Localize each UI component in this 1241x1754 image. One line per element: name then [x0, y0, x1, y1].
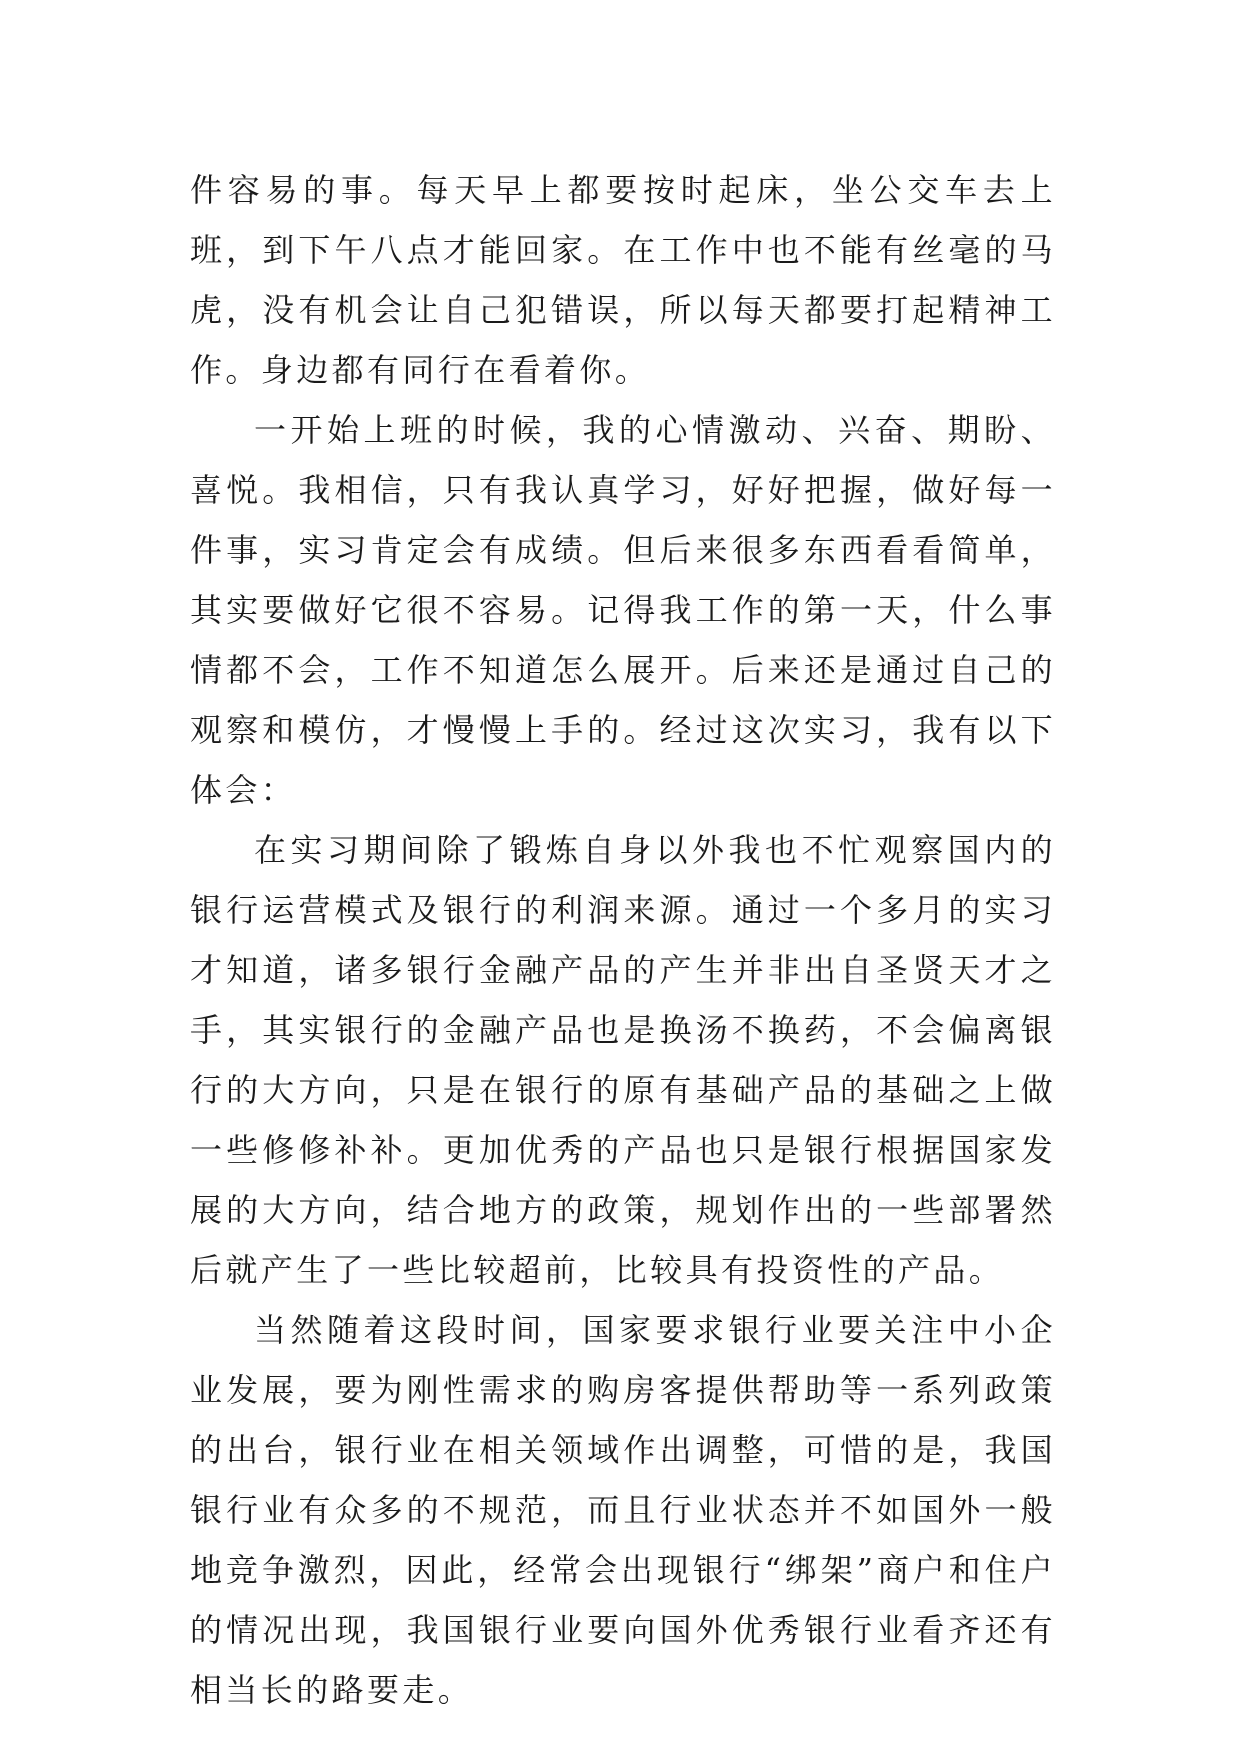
paragraph-2: 一开始上班的时候，我的心情激动、兴奋、期盼、喜悦。我相信，只有我认真学习，好好把握，做好每一件事，实习肯定会有成绩。但后来很多东西看看简单，其实要做好它很不容易。记得我工作的第一天，什么事情都不会，工作不知道怎么展开。后来还是通过自己的观察和模仿，才慢慢上手的。经过这次实习，我有以下体会： [190, 411, 1056, 809]
paragraph-3: 在实习期间除了锻炼自身以外我也不忙观察国内的银行运营模式及银行的利润来源。通过一个多月的实习才知道，诸多银行金融产品的产生并非出自圣贤天才之手，其实银行的金融产品也是换汤不换药，不会偏离银行的大方向，只是在银行的原有基础产品的基础之上做一些修修补补。更加优秀的产品也只是银行根据国家发展的大方向，结合地方的政策，规划作出的一些部署然后就产生了一些比较超前，比较具有投资性的产品。 [190, 831, 1056, 1289]
document-body [190, 160, 1056, 1720]
paragraph-4: 当然随着这段时间，国家要求银行业要关注中小企业发展，要为刚性需求的购房客提供帮助等一系列政策的出台，银行业在相关领域作出调整，可惜的是，我国银行业有众多的不规范，而且行业状态并不如国外一般地竞争激烈，因此，经常会出现银行“绑架”商户和住户的情况出现，我国银行业要向国外优秀银行业看齐还有相当长的路要走。 [190, 1311, 1056, 1709]
paragraph-1: 件容易的事。每天早上都要按时起床，坐公交车去上班，到下午八点才能回家。在工作中也不能有丝毫的马虎，没有机会让自己犯错误，所以每天都要打起精神工作。身边都有同行在看着你。 [190, 171, 1056, 389]
